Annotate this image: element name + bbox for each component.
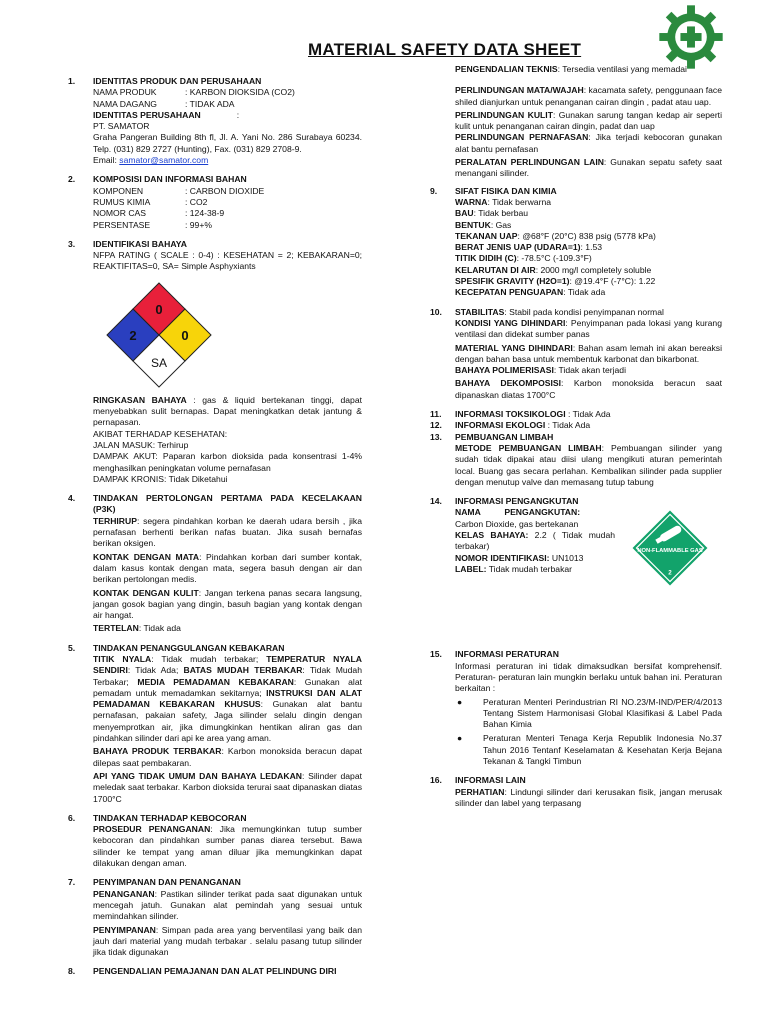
label: PENANGANAN (93, 888, 155, 899)
label: TEKANAN UAP (455, 230, 518, 241)
section-title: IDENTIFIKASI BAHAYA (93, 238, 187, 249)
label: BAHAYA POLIMERISASI (455, 365, 554, 376)
section-13 (430, 432, 722, 488)
shipping-name: Carbon Dioxide, gas bertekanan (455, 518, 579, 529)
acute-effect: DAMPAK AKUT: Paparan karbon dioksida pada konsentrasi 1-4% menghasilkan peningkatan volume pernafasan (93, 451, 362, 473)
label: KONTAK DENGAN KULIT (93, 587, 199, 598)
text: : Karbon monoksida beracun dapat dilepas saat pembakaran. (93, 746, 362, 768)
nfpa-health-value: 2 (129, 327, 137, 343)
kv-key: KOMPONEN (93, 185, 144, 196)
nfpa-rating-text: NFPA RATING ( SCALE : 0-4) : KESEHATAN = 2; KEBAKARAN=0; REAKTIFITAS=0, SA= Simple Asphyxiants (93, 250, 362, 272)
text: : Gas (490, 219, 512, 230)
hazard-summary-label: RINGKASAN BAHAYA (93, 394, 187, 405)
first-aid-eye (93, 552, 362, 586)
text: : Silinder dapat meledak saat terbakar. Karbon dioksida terurai saat dipanaskan diatas 1700°C (93, 770, 363, 804)
section-title: INFORMASI PERATURAN (455, 649, 559, 660)
text: : Tidak Ada (545, 420, 591, 431)
label: METODE PEMBUANGAN LIMBAH (455, 442, 602, 453)
non-flammable-gas-placard-icon (631, 509, 709, 587)
text: : @68°F (20°C) 838 psig (5778 kPa) (517, 230, 656, 241)
text: : Bahan asam lemah ini akan bereaksi dengan bahan basa untuk membentuk karbonat dan bikarbonat. (455, 342, 722, 364)
section-number: 3. (68, 238, 76, 249)
transport-text (455, 507, 615, 575)
label: PENYIMPANAN (93, 924, 156, 935)
label: BENTUK (455, 219, 491, 230)
text: : Gunakan alat pemadam untuk memadamkan sekitarnya; (93, 676, 363, 698)
text: : Pastikan silinder terikat pada saat digunakan untuk mencegah jatuh. Gunakan alat pemindah yang sesuai untuk memindahkan silinder. (93, 888, 362, 922)
storage (93, 925, 362, 959)
label: STABILITAS (455, 306, 505, 317)
leak-procedure (93, 824, 362, 869)
kv-row (93, 208, 362, 219)
label: INSTRUKSI DAN ALAT PEMADAMAN KEBAKARAN KHUSUS (93, 687, 362, 710)
section-number: 2. (68, 174, 76, 185)
label: TERTELAN (93, 623, 139, 634)
label: KELARUTAN DI AIR (455, 264, 536, 275)
text: : Simpan pada area yang berventilasi yang baik dan jauh dari material yang mudah terbakar . selalu pasang tutup silinder jika tidak digunakan (93, 924, 362, 958)
respiratory-protection (455, 132, 722, 155)
section-number: 11. (430, 409, 442, 420)
section-number: 9. (430, 185, 438, 196)
nfpa-flammability-value: 0 (155, 301, 163, 317)
nfpa-diamond-svg (101, 281, 221, 389)
text: : Gunakan alat bantu pernafasan, pakaian safety, Jaga silinder selalu dingin dengan menyemprotkan air, jika dimungkinkan hentikan aliran gas dan pindahkan silinder dari api ke area yang aman. (93, 699, 362, 744)
section-title: PENYIMPANAN DAN PENANGANAN (93, 877, 241, 888)
text: : @19.4°F (-7°C): 1.22 (569, 276, 656, 287)
label: PROSEDUR PENANGANAN (93, 824, 211, 835)
section-12 (430, 420, 722, 431)
polymerization-hazard (455, 365, 722, 376)
label: API YANG TIDAK UMUM DAN BAHAYA LEDAKAN (93, 770, 303, 781)
label: BAHAYA PRODUK TERBAKAR (93, 746, 222, 757)
bullet-icon: ● (457, 733, 463, 744)
label: PERLINDUNGAN MATA/WAJAH (455, 85, 584, 96)
label: BAHAYA DEKOMPOSISI (455, 378, 562, 389)
text: : Pindahkan korban dari sumber kontak, dalam kasus kontak dengan mata, segera basuh dengan air dan berikan pertolongan medis. (93, 551, 362, 585)
section-title: IDENTITAS PRODUK DAN PERUSAHAAN (93, 76, 262, 86)
kv-row (93, 186, 362, 197)
section-number: 15. (430, 649, 442, 660)
decomposition-hazard (455, 378, 722, 401)
section-3 (68, 239, 362, 485)
section-title: TINDAKAN TERHADAP KEBOCORAN (93, 812, 247, 823)
label: PERALATAN PERLINDUNGAN LAIN (455, 157, 604, 168)
property-row (455, 265, 722, 276)
text: : Gunakan sepatu safety saat menangani silinder. (455, 157, 722, 179)
text: : Tidak akan terjadi (553, 365, 626, 376)
text: : Stabil pada kondisi penyimpanan normal (504, 306, 664, 317)
placard-text: NON-FLAMMABLE GAS (637, 548, 703, 555)
text: : Karbon monoksida beracun saat dipanaskan diatas 1700°C (455, 378, 722, 400)
text: 2.2 ( Tidak mudah terbakar) (455, 529, 615, 552)
materials-to-avoid (455, 343, 722, 366)
text: : Gunakan sarung tangan kedap air seperti kulit untuk penanganan cairan dingin, padat dan uap (455, 109, 722, 132)
label: KELAS BAHAYA: (455, 529, 529, 540)
text: : 1.53 (580, 242, 603, 253)
label: PERLINDUNGAN KULIT (455, 109, 553, 120)
section-number: 13. (430, 431, 442, 442)
disposal-method (455, 443, 722, 488)
explosion-hazard (93, 771, 362, 805)
regulation-text: Informasi peraturan ini tidak dimaksudkan bersifat komprehensif. Peraturan- peraturan lain mungkin berlaku untuk bahan ini. Peraturan berkaitan : (455, 660, 722, 694)
section-title: PEMBUANGAN LIMBAH (455, 431, 554, 442)
section-title: TINDAKAN PENANGGULANGAN KEBAKARAN (93, 642, 285, 653)
company-label-row (93, 110, 362, 121)
label: TERHIRUP (93, 515, 137, 526)
first-aid-skin (93, 588, 362, 622)
kv-key: NAMA DAGANG (93, 98, 157, 109)
section-number: 4. (68, 493, 76, 504)
eye-protection (455, 85, 722, 108)
property-row (455, 231, 722, 242)
first-aid-inhaled (93, 516, 362, 550)
section-title: KOMPOSISI DAN INFORMASI BAHAN (93, 174, 247, 185)
text: : 2000 mg/l completely soluble (535, 264, 652, 275)
label: PERLINDUNGAN PERNAFASAN (455, 132, 589, 143)
text: : Jika memungkinkan tutup sumber kebocoran dan pindahkan sumber panas diarea tersebut. Bawa silinder ke tempat yang aman diluar jika memungkinkan dapat dilakukan dengan aman. (93, 824, 362, 869)
section-number: 8. (68, 966, 76, 977)
kv-value: : 124-38-9 (185, 208, 225, 219)
company-colon: : (236, 109, 240, 120)
kv-value: : CARBON DIOXIDE (185, 185, 265, 196)
list-item (455, 733, 722, 767)
handling (93, 889, 362, 923)
text: : Tidak ada (138, 623, 181, 634)
text: : Pembuangan silinder yang sudah tidak dipakai atau diisi ulang mengikuti aturan pemerintah local. Buang gas secara perlahan. Kembalikan silinder pada supplier dengan menutup valve dan memasang tutup tabung (455, 442, 722, 487)
text: Tidak mudah terbakar (486, 563, 573, 574)
label: SPESIFIK GRAVITY (H2O=1) (455, 276, 570, 287)
text: : -78.5°C (-109.3°F) (516, 253, 592, 264)
section-7 (68, 877, 362, 958)
label: NOMOR IDENTIFIKASI: (455, 552, 550, 563)
label: LABEL: (455, 563, 487, 574)
text: : Lindungi silinder dari kerusakan fisik, jangan merusak silinder dan label yang terpasang (455, 786, 722, 808)
section-title: INFORMASI EKOLOGI (455, 420, 546, 431)
kv-value: : TIDAK ADA (185, 98, 235, 109)
section-number: 10. (430, 306, 442, 317)
section-15 (430, 649, 722, 767)
section-title: TINDAKAN PERTOLONGAN PERTAMA PADA KECELAKAAN (P3K) (93, 493, 362, 515)
text: : Penyimpanan pada lokasi yang kurang ventilasi dan didekat sumber panas (455, 317, 722, 340)
label: KONTAK DENGAN MATA (93, 551, 200, 562)
other-protection (455, 157, 722, 180)
first-aid-swallow (93, 623, 362, 634)
label: TEMPERATUR NYALA SENDIRI (93, 653, 362, 676)
property-row (455, 287, 722, 298)
right-column (430, 64, 722, 817)
company-name: PT. SAMATOR (93, 121, 150, 132)
section-title: SIFAT FISIKA DAN KIMIA (455, 185, 557, 196)
text: UN1013 (549, 552, 584, 563)
kv-row (93, 99, 362, 110)
text: : Jangan terkena panas secara langsung, jangan gosok bagian yang dingin, basuh bagian yang kontak dengan air hangat. (93, 587, 363, 621)
label: TITIK NYALA (93, 653, 152, 664)
kv-key: NAMA PRODUK (93, 87, 157, 98)
kv-value: : 99+% (185, 219, 212, 230)
section-6 (68, 813, 362, 869)
label: BAU (455, 208, 474, 219)
text: : Tidak berbau (473, 208, 529, 219)
property-row (455, 276, 722, 287)
kv-row (93, 220, 362, 231)
text: Peraturan Menteri Perindustrian RI NO.23/M-IND/PER/4/2013 Tentang Sistem Harmonisasi Global Klasifikasi & Label Pada Bahan Kimia (483, 696, 722, 730)
nfpa-reactivity-value: 0 (181, 327, 189, 343)
property-row (455, 242, 722, 253)
label: WARNA (455, 196, 488, 207)
label: MEDIA PEMADAMAN KEBAKARAN (137, 676, 294, 687)
attention (455, 787, 722, 810)
text: : Tersedia ventilasi yang memadai (557, 64, 687, 74)
text: : Tidak Mudah Terbakar; (93, 665, 362, 687)
section-2 (68, 174, 362, 230)
section-8-continued (430, 64, 722, 180)
company-label: IDENTITAS PERUSAHAAN (93, 109, 201, 120)
section-title: INFORMASI TOKSIKOLOGI (455, 409, 566, 420)
shipping-name-label: NAMA PENGANGKUTAN: (455, 507, 581, 518)
list-item (455, 697, 722, 731)
text: : segera pindahkan korban ke daerah udara bersih , jika pernafasan berhenti berikan nafas buatan. Jika susah bernafas berikan oksigen. (93, 515, 362, 549)
section-9 (430, 186, 722, 299)
label: BERAT JENIS UAP (UDARA=1) (455, 242, 581, 253)
text: Peraturan Menteri Tenaga Kerja Republik Indonesia No.37 Tahun 2016 Tentanf Keselamatan & Kesehatan Kerja Bejana Tekanan & Tangki Timbun (483, 733, 722, 767)
hazard-class (455, 530, 615, 553)
property-row (455, 197, 722, 208)
section-number: 6. (68, 812, 76, 823)
transport-label (455, 564, 615, 575)
label: BATAS MUDAH TERBAKAR (183, 665, 303, 676)
section-number: 12. (430, 420, 442, 431)
email-row (93, 155, 362, 166)
text: : kacamata safety, penggunaan face shiled dianjurkan untuk penanganan cairan dingin , padat atau uap. (455, 85, 722, 107)
label: KONDISI YANG DIHINDARI (455, 317, 566, 328)
section-1 (68, 76, 362, 166)
kv-value: : CO2 (185, 196, 208, 207)
property-row (455, 220, 722, 231)
section-11 (430, 409, 722, 420)
fire-properties (93, 654, 362, 744)
section-5 (68, 643, 362, 805)
section-number: 16. (430, 775, 442, 786)
kv-value: : KARBON DIOKSIDA (CO2) (185, 87, 295, 98)
email-link[interactable]: samator@samator.com (119, 155, 209, 166)
un-number (455, 553, 615, 564)
text: : Jika terjadi kebocoran gunakan alat bantu pernafasan (455, 132, 722, 154)
kv-row (93, 87, 362, 98)
text: : Tidak Ada; (127, 665, 184, 676)
kv-key: NOMOR CAS (93, 208, 146, 219)
text: : Tidak ada (563, 287, 606, 298)
email-label: Email: (93, 155, 120, 166)
company-address: Graha Pangeran Building 8th fl, Jl. A. Yani No. 286 Surabaya 60234. Telp. (031) 829 2727 (Hunting), Fax. (031) 829 2708-9. (93, 132, 362, 154)
page-title: MATERIAL SAFETY DATA SHEET (308, 40, 582, 59)
placard-class: 2 (668, 569, 672, 577)
hazard-summary (93, 395, 362, 429)
kv-key: RUMUS KIMIA (93, 196, 151, 207)
engineering-control (455, 64, 722, 75)
section-8 (68, 966, 362, 977)
section-title: PENGENDALIAN PEMAJANAN DAN ALAT PELINDUNG DIRI (93, 966, 337, 977)
conditions-to-avoid (455, 318, 722, 341)
section-number: 14. (430, 496, 442, 507)
left-column (68, 76, 362, 986)
transport-row (455, 507, 722, 587)
section-4 (68, 493, 362, 635)
health-effects-title: AKIBAT TERHADAP KESEHATAN: (93, 428, 228, 439)
chronic-effect: DAMPAK KRONIS: Tidak Diketahui (93, 473, 228, 484)
label: KECEPATAN PENGUAPAN (455, 287, 564, 298)
hazard-summary-text: : gas & liquid bertekanan tinggi, dapat menyebabkan sulit bernapas. Dapat meningkatkan detak jantung & pernapasan. (93, 394, 362, 428)
property-row (455, 208, 722, 219)
label: PERHATIAN (455, 786, 505, 797)
label: TITIK DIDIH (C) (455, 253, 517, 264)
stability (455, 307, 722, 318)
section-number: 5. (68, 642, 76, 653)
skin-protection (455, 110, 722, 133)
section-title: INFORMASI LAIN (455, 775, 526, 786)
section-number: 7. (68, 877, 76, 888)
property-row (455, 253, 722, 264)
section-number: 1. (68, 76, 76, 86)
section-title: INFORMASI PENGANGKUTAN (455, 496, 579, 507)
section-14 (430, 496, 722, 587)
text: : Tidak berwarna (487, 196, 551, 207)
combustion-products (93, 746, 362, 769)
text: : Tidak Ada (565, 409, 611, 420)
nfpa-special-value: SA (150, 355, 168, 370)
k3-gear-cross-icon (658, 4, 724, 70)
label: PENGENDALIAN TEKNIS (455, 64, 558, 74)
kv-key: PERSENTASE (93, 219, 151, 230)
section-10 (430, 307, 722, 401)
regulation-list (455, 697, 722, 768)
entry-route: JALAN MASUK: Terhirup (93, 439, 189, 450)
label: MATERIAL YANG DIHINDARI (455, 342, 573, 353)
section-16 (430, 775, 722, 809)
bullet-icon: ● (457, 696, 463, 707)
kv-row (93, 197, 362, 208)
nfpa-diamond-icon (101, 281, 221, 389)
text: : Tidak mudah terbakar; (151, 653, 267, 664)
